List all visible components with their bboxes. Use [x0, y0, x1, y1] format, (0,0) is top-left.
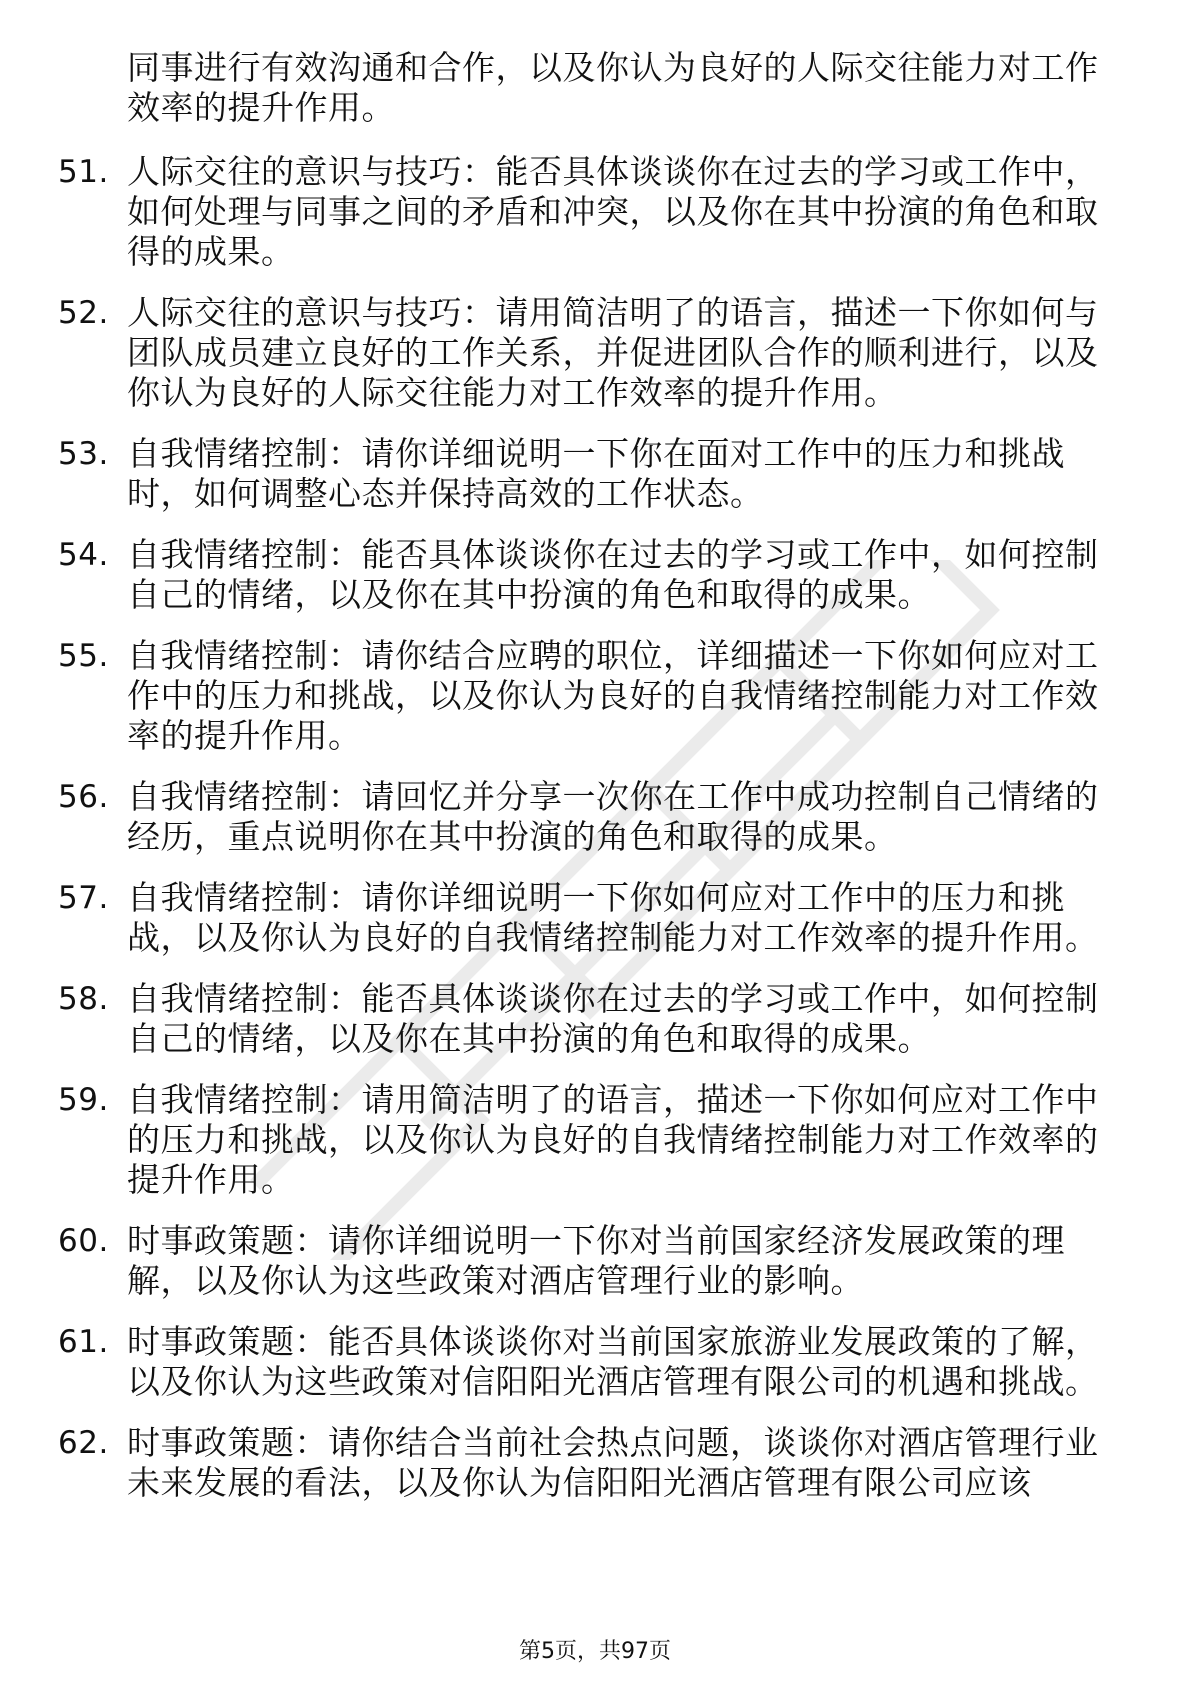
question-number: 56.: [58, 779, 109, 815]
question-text: 自我情绪控制：请你详细说明一下你在面对工作中的压力和挑战时，如何调整心态并保持高效的工作状态。: [127, 434, 1065, 513]
question-text: 自我情绪控制：请你结合应聘的职位，详细描述一下你如何应对工作中的压力和挑战，以及你认为良好的自我情绪控制能力对工作效率的提升作用。: [127, 636, 1099, 755]
question-text: 人际交往的意识与技巧：能否具体谈谈你在过去的学习或工作中，如何处理与同事之间的矛盾和冲突，以及你在其中扮演的角色和取得的成果。: [127, 152, 1099, 271]
question-number: 60.: [58, 1223, 109, 1259]
question-number: 55.: [58, 638, 109, 674]
list-item: [0, 48, 1117, 128]
question-text: 自我情绪控制：请你详细说明一下你如何应对工作中的压力和挑战，以及你认为良好的自我情绪控制能力对工作效率的提升作用。: [127, 878, 1099, 957]
list-item: [0, 777, 1117, 857]
question-text: 自我情绪控制：请用简洁明了的语言，描述一下你如何应对工作中的压力和挑战，以及你认为良好的自我情绪控制能力对工作效率的提升作用。: [127, 1080, 1099, 1199]
page-number: 第5页，共97页: [519, 1639, 671, 1664]
question-number: 57.: [58, 880, 109, 916]
list-item: [0, 1080, 1117, 1200]
question-number: 53.: [58, 436, 109, 472]
question-number: 59.: [58, 1082, 109, 1118]
question-number: 62.: [58, 1425, 109, 1461]
question-list: [0, 48, 1190, 1524]
question-text: 时事政策题：请你结合当前社会热点问题，谈谈你对酒店管理行业未来发展的看法，以及你认为信阳阳光酒店管理有限公司应该: [127, 1423, 1099, 1502]
question-text: 自我情绪控制：能否具体谈谈你在过去的学习或工作中，如何控制自己的情绪，以及你在其中扮演的角色和取得的成果。: [127, 535, 1099, 614]
question-text: 人际交往的意识与技巧：请用简洁明了的语言，描述一下你如何与团队成员建立良好的工作关系，并促进团队合作的顺利进行，以及你认为良好的人际交往能力对工作效率的提升作用。: [127, 293, 1099, 412]
list-item: [0, 636, 1117, 756]
question-number: 51.: [58, 154, 109, 190]
question-text: 自我情绪控制：请回忆并分享一次你在工作中成功控制自己情绪的经历，重点说明你在其中扮演的角色和取得的成果。: [127, 777, 1099, 856]
list-item: [0, 152, 1117, 272]
list-item: [0, 878, 1117, 958]
list-item: [0, 293, 1117, 413]
question-number: 54.: [58, 537, 109, 573]
list-item: [0, 535, 1117, 615]
question-text: 自我情绪控制：能否具体谈谈你在过去的学习或工作中，如何控制自己的情绪，以及你在其中扮演的角色和取得的成果。: [127, 979, 1099, 1058]
question-number: 52.: [58, 295, 109, 331]
list-item: [0, 434, 1117, 514]
list-item: [0, 979, 1117, 1059]
list-item: [0, 1423, 1117, 1503]
question-text: 时事政策题：请你详细说明一下你对当前国家经济发展政策的理解，以及你认为这些政策对酒店管理行业的影响。: [127, 1221, 1065, 1300]
list-item: [0, 1221, 1117, 1301]
question-number: 61.: [58, 1324, 109, 1360]
list-item: [0, 1322, 1117, 1402]
question-text: 时事政策题：能否具体谈谈你对当前国家旅游业发展政策的了解，以及你认为这些政策对信阳阳光酒店管理有限公司的机遇和挑战。: [127, 1322, 1099, 1401]
question-text: 同事进行有效沟通和合作，以及你认为良好的人际交往能力对工作效率的提升作用。: [127, 48, 1099, 127]
question-number: 58.: [58, 981, 109, 1017]
